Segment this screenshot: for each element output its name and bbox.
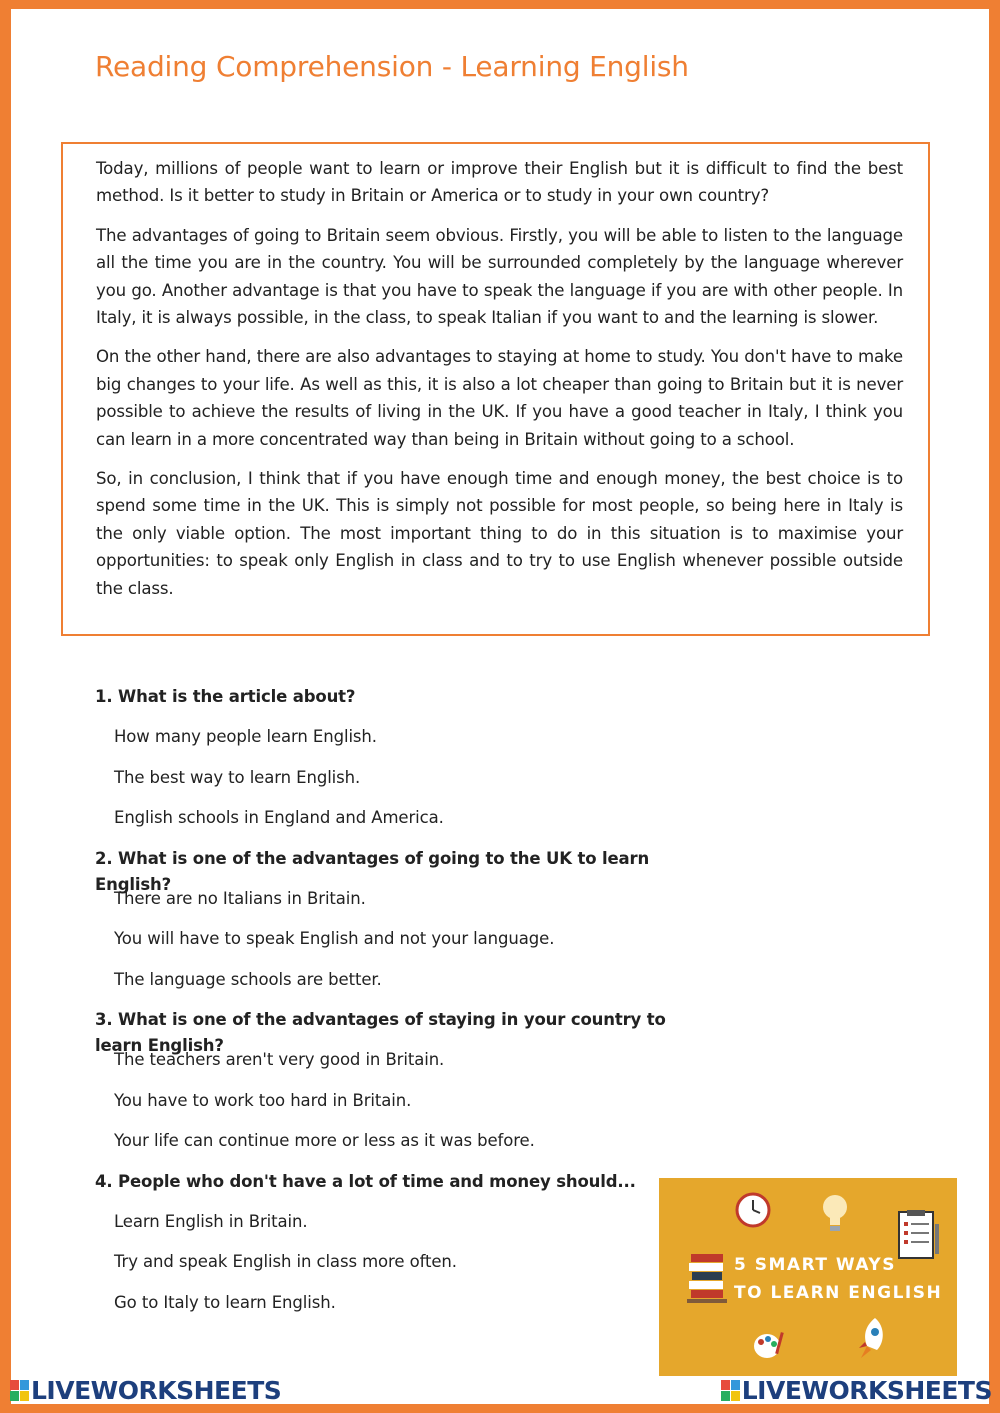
palette-icon xyxy=(752,1328,786,1362)
brand-mark-tile xyxy=(731,1391,740,1401)
rocket-icon xyxy=(855,1316,889,1362)
passage-paragraph: So, in conclusion, I think that if you have enough time and enough money, the best choice is to spend some time in the UK. This is simply not possible for most people, so being here in Italy is the only viable option. The most important thing to do in this situation is to maximise your opportunities: to speak only English in class and to try to use English whenever possible outside the class. xyxy=(96,469,903,598)
answer-option[interactable]: The best way to learn English. xyxy=(114,767,361,787)
lightbulb-icon xyxy=(819,1192,851,1234)
promo-line: TO LEARN ENGLISH xyxy=(734,1283,943,1303)
question-2: 2. What is one of the advantages of going to the UK to learn English? xyxy=(95,848,650,894)
question-3: 3. What is one of the advantages of staying in your country to learn English? xyxy=(95,1010,666,1055)
brand-mark-tile xyxy=(10,1391,19,1401)
passage-paragraph: Today, millions of people want to learn or improve their English but it is difficult to find the best method. Is it better to study in Britain or America or to study in your own country? xyxy=(96,159,903,206)
brand-mark-tile xyxy=(721,1391,730,1401)
question-list xyxy=(95,684,695,1330)
answer-option[interactable]: The teachers aren't very good in Britain. xyxy=(114,1050,445,1069)
brand-mark-tile xyxy=(721,1380,730,1390)
clock-icon xyxy=(735,1192,771,1228)
answer-option[interactable]: English schools in England and America. xyxy=(114,808,444,827)
brand-wordmark: LIVEWORKSHEETS xyxy=(31,1375,282,1405)
answer-option[interactable]: Go to Italy to learn English. xyxy=(114,1292,336,1312)
answer-option[interactable]: Your life can continue more or less as it was before. xyxy=(114,1131,535,1150)
question-4: 4. People who don't have a lot of time and money should... xyxy=(95,1171,636,1191)
brand-mark-tile xyxy=(10,1380,19,1390)
promo-caption xyxy=(734,1251,942,1307)
passage-paragraph: On the other hand, there are also advantages to staying at home to study. You don't have to make big changes to your life. As well as this, it is also a lot cheaper than going to Britain but it is never possible to achieve the results of living in the UK. If you have a good teacher in Italy, I think you can learn in a more concentrated way than being in Britain without going to a school. xyxy=(96,347,903,449)
answer-option[interactable]: How many people learn English. xyxy=(114,727,377,746)
answer-option[interactable]: You will have to speak English and not your language. xyxy=(114,929,555,948)
brand-mark-tile xyxy=(20,1380,29,1390)
passage-paragraph: The advantages of going to Britain seem obvious. Firstly, you will be able to listen to the language all the time you are in the country. You will be surrounded completely by the language wherever you go. Another advantage is that you have to speak the language if you are with other people. In Italy, it is always possible, in the class, to speak Italian if you want to and the learning is slower. xyxy=(96,225,903,328)
answer-option[interactable]: There are no Italians in Britain. xyxy=(114,888,366,908)
answer-option[interactable]: The language schools are better. xyxy=(114,969,382,989)
brand-logo-left xyxy=(10,1377,281,1403)
brand-mark-icon xyxy=(721,1380,740,1401)
brand-mark-tile xyxy=(731,1380,740,1390)
answer-option[interactable]: You have to work too hard in Britain. xyxy=(114,1090,412,1110)
answer-option[interactable]: Try and speak English in class more often. xyxy=(114,1252,457,1271)
brand-wordmark: LIVEWORKSHEETS xyxy=(741,1375,992,1405)
brand-mark-icon xyxy=(10,1380,29,1401)
brand-logo-right xyxy=(721,1377,992,1403)
reading-passage xyxy=(61,142,930,636)
question-1: 1. What is the article about? xyxy=(95,687,356,706)
books-icon xyxy=(687,1250,729,1304)
promo-line: 5 SMART WAYS xyxy=(734,1255,896,1275)
brand-mark-tile xyxy=(20,1391,29,1401)
page-title: Reading Comprehension - Learning English xyxy=(95,50,689,83)
promo-image xyxy=(659,1178,957,1376)
answer-option[interactable]: Learn English in Britain. xyxy=(114,1211,308,1231)
